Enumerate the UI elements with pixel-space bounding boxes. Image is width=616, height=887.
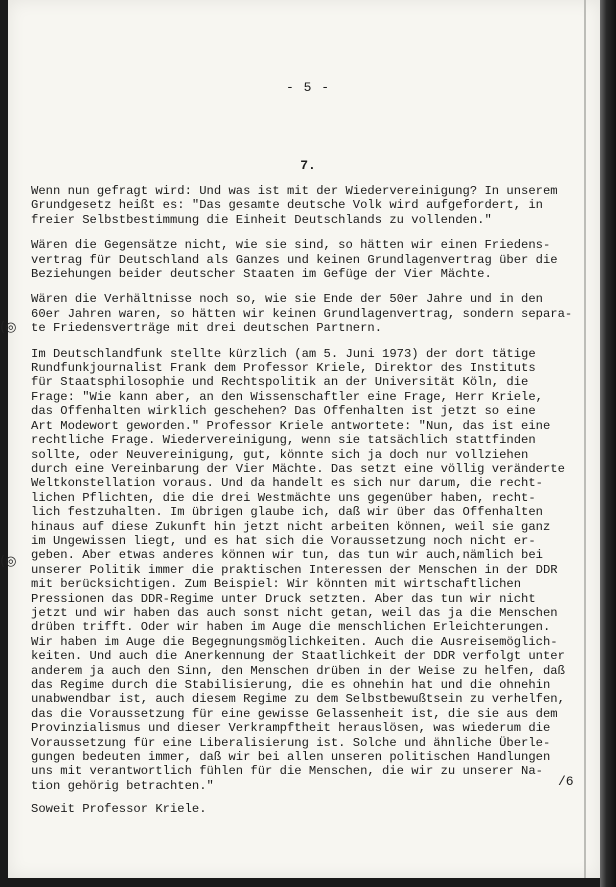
binding-hole-mark: (◎ <box>0 554 17 569</box>
continuation-marker: /6 <box>558 774 574 789</box>
paragraph-closing: Soweit Professor Kriele. <box>31 802 207 817</box>
paragraph-gegensaetze: Wären die Gegensätze nicht, wie sie sind, so hätten wir einen Friedens- vertrag für Deutschland als Ganzes und keinen Grundlagenvertrag über die Beziehungen beider deutscher Staaten im Gefüge der Vier Mächte. <box>31 238 558 282</box>
paragraph-verhaeltnisse: Wären die Verhältnisse noch so, wie sie Ende der 50er Jahre und in den 60er Jahren waren, so hätten wir keinen Grundlagenvertrag, sondern separa- te Friedensverträge mit drei deutschen Partnern. <box>31 292 573 336</box>
paragraph-grundgesetz: Wenn nun gefragt wird: Und was ist mit der Wiedervereinigung? In unserem Grundgesetz heißt es: "Das gesamte deutsche Volk wird aufgefordert, in freier Selbstbestimmung die Einheit Deutschlands zu vollenden." <box>31 184 558 227</box>
binding-hole-mark: (◎ <box>0 320 17 335</box>
section-number: 7. <box>300 158 316 173</box>
scanner-edge <box>600 0 616 887</box>
page-number: - 5 - <box>285 80 330 95</box>
paragraph-kriele-quote: Im Deutschlandfunk stellte kürzlich (am 5. Juni 1973) der dort tätige Rundfunkjournalist Frank dem Professor Kriele, Direktor des Instituts für Staatsphilosophie und Rechtspolitik an der Universität Köln, die Frage: "Wie kann aber, an den Wissenschaftler eine Frage, Herr Kriele, das Offenhalten wirklich geschehen? Das Offenhalten ist jetzt so eine Art Modewort geworden." Professor Kriele antwortete: "Nun, das ist eine rechtliche Frage. Wiedervereinigung, wenn sie tatsächlich stattfinden sollte, oder Neuvereinigung, gut, könnte sich ja doch nur vollziehen durch eine Vereinbarung der Vier Mächte. Das setzt eine völlig veränderte Weltkonstellation voraus. Und da handelt es sich nur darum, die recht- lichen Pflichten, die die drei Westmächte uns gegenüber haben, recht- lich festzuhalten. Im übrigen glaube ich, daß wir über das Offenhalten hinaus auf diese Zukunft hin jetzt nicht arbeiten können, weil sie ganz im Ungewissen liegt, und es hat sich die Voraussetzung noch nicht er- geben. Aber etwas anderes können wir tun, das tun wir auch,nämlich bei unserer Politik immer die praktischen Interessen der Menschen in der DDR mit berücksichtigen. Zum Beispiel: Wir könnten mit wirtschaftlichen Pressionen das DDR-Regime unter Druck setzten. Aber das tun wir nicht jetzt und wir haben das auch sonst nicht getan, weil das ja die Menschen drüben trifft. Oder wir haben im Auge die menschlichen Erleichterungen. Wir haben im Auge die Begegnungsmöglichkeiten. Auch die Ausreisemöglich- keiten. Und auch die Anerkennung der Staatlichkeit der DDR verfolgt unter anderem ja auch den Sinn, den Menschen drüben in der Weise zu helfen, daß das Regime durch die Stabilisierung, die es ohnehin hat und die ohnehin unabwendbar ist, auch diesem Regime zu dem Selbstbewußtsein zu verhelfen, das die Voraussetzung für eine gewisse Gelassenheit ist, die sie aus dem Provinzialismus und dieser Verkrampftheit herauslösen, was wiederum die Voraussetzung für eine Liberalisierung ist. Solche und ähnliche Überle- gungen bedeuten immer, daß wir bei allen unseren politischen Handlungen uns mit verantwortlich fühlen für die Menschen, die wir zu unserer Na- tion gehörig betrachten." <box>31 346 565 793</box>
body-text <box>31 184 587 828</box>
